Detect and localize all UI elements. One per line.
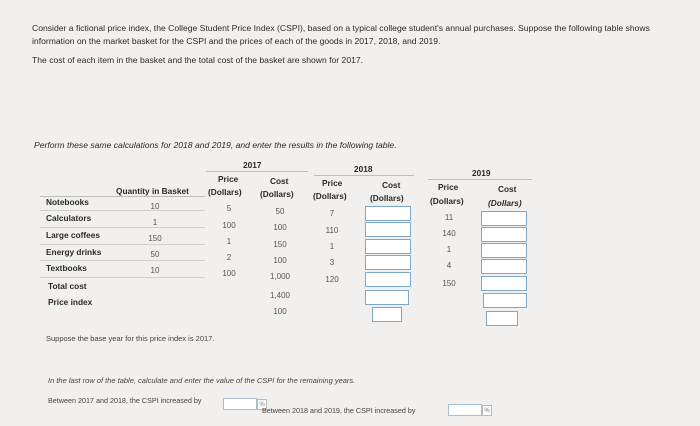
price-2018-header: Price	[322, 178, 343, 188]
cost-2019-calculators-input[interactable]	[481, 227, 527, 242]
price-index-2017: 100	[273, 307, 287, 316]
cost-2018-textbooks-input[interactable]	[365, 272, 411, 287]
qty-energy-drinks: 50	[150, 250, 160, 259]
cost-2017-notebooks: 50	[275, 207, 285, 216]
increase-2017-2018-input[interactable]	[223, 398, 257, 410]
cost-2019-total-input[interactable]	[483, 293, 527, 308]
cost-2018-notebooks-input[interactable]	[365, 206, 411, 221]
price-2019-calculators: 140	[442, 229, 456, 238]
row-label-notebooks: Notebooks	[46, 197, 89, 207]
row-label-price-index: Price index	[48, 297, 93, 307]
row-label-large-coffees: Large coffees	[46, 230, 100, 240]
row-label-energy-drinks: Energy drinks	[46, 247, 102, 257]
row-rule	[40, 277, 205, 278]
price-index-2018-input[interactable]	[372, 307, 402, 322]
year-2017-header: 2017	[243, 160, 262, 170]
price-2017-large-coffees: 1	[226, 237, 232, 246]
perform-instructions: Perform these same calculations for 2018 and 2019, and enter the results in the following table.	[34, 140, 397, 150]
price-2017-header: Price	[218, 174, 239, 184]
qty-calculators: 1	[152, 218, 158, 227]
base-year-note: Suppose the base year for this price index is 2017.	[46, 334, 215, 343]
year-2018-header: 2018	[354, 164, 373, 174]
row-rule	[40, 210, 205, 211]
between-2018-2019-label: Between 2018 and 2019, the CSPI increased by	[262, 406, 416, 415]
row-label-calculators: Calculators	[46, 213, 92, 223]
qty-textbooks: 10	[150, 266, 160, 275]
cost-2018-unit: (Dollars)	[370, 193, 404, 203]
cost-2017-total: 1,400	[269, 291, 291, 300]
cost-2017-large-coffees: 150	[273, 240, 287, 249]
row-label-total-cost: Total cost	[48, 281, 87, 291]
year-2019-rule	[428, 179, 532, 180]
price-2018-notebooks: 7	[329, 209, 335, 218]
row-rule	[40, 260, 205, 261]
price-2018-calculators: 110	[325, 226, 339, 235]
quantity-header: Quantity in Basket	[116, 186, 189, 196]
last-row-instructions: In the last row of the table, calculate and enter the value of the CSPI for the remaining years.	[48, 376, 356, 385]
qty-large-coffees: 150	[148, 234, 162, 243]
cost-2018-calculators-input[interactable]	[365, 222, 411, 237]
cost-2017-textbooks: 1,000	[269, 272, 291, 281]
percent-unit-2017-2018: %	[257, 399, 267, 410]
price-index-2019-input[interactable]	[486, 311, 518, 326]
price-2019-header: Price	[438, 182, 459, 192]
cost-2019-textbooks-input[interactable]	[481, 276, 527, 291]
cost-2019-unit: (Dollars)	[488, 198, 522, 208]
increase-2018-2019-input[interactable]	[448, 404, 482, 416]
price-2017-calculators: 100	[222, 221, 236, 230]
row-rule	[40, 244, 205, 245]
price-2019-energy-drinks: 4	[446, 261, 452, 270]
row-rule	[40, 227, 205, 228]
cost-2019-notebooks-input[interactable]	[481, 211, 527, 226]
price-2018-unit: (Dollars)	[313, 191, 347, 201]
price-2019-textbooks: 150	[442, 279, 456, 288]
cost-2017-calculators: 100	[273, 223, 287, 232]
price-2019-notebooks: 11	[444, 213, 454, 222]
intro-text: Consider a fictional price index, the College Student Price Index (CSPI), based on a typical college student's annual purchases. Suppose the following table shows information on the market basket for the CSPI and the prices of each of the goods in 2017, 2018, and 2019.	[32, 23, 650, 46]
price-2019-large-coffees: 1	[446, 245, 452, 254]
row-label-textbooks: Textbooks	[46, 263, 87, 273]
cost-2019-energy-drinks-input[interactable]	[481, 259, 527, 274]
price-2017-notebooks: 5	[226, 204, 232, 213]
qty-notebooks: 10	[150, 202, 160, 211]
cost-2017-unit: (Dollars)	[260, 189, 294, 199]
cost-2019-large-coffees-input[interactable]	[481, 243, 527, 258]
price-2018-energy-drinks: 3	[329, 258, 335, 267]
cost-2017-header: Cost	[270, 176, 289, 186]
cost-note-text: The cost of each item in the basket and the total cost of the basket are shown for 2017.	[32, 55, 364, 65]
price-2018-textbooks: 120	[325, 275, 339, 284]
price-2017-energy-drinks: 2	[226, 253, 232, 262]
price-2017-unit: (Dollars)	[208, 187, 242, 197]
cost-2018-energy-drinks-input[interactable]	[365, 255, 411, 270]
between-2017-2018-label: Between 2017 and 2018, the CSPI increased by	[48, 396, 202, 405]
percent-unit-2018-2019: %	[482, 405, 492, 416]
year-2019-header: 2019	[472, 168, 491, 178]
cost-2017-energy-drinks: 100	[273, 256, 287, 265]
cost-2018-total-input[interactable]	[365, 290, 409, 305]
cost-2019-header: Cost	[498, 184, 517, 194]
price-2017-textbooks: 100	[222, 269, 236, 278]
price-2019-unit: (Dollars)	[430, 196, 464, 206]
price-2018-large-coffees: 1	[329, 242, 335, 251]
year-2018-rule	[314, 175, 414, 176]
year-2017-rule	[206, 171, 308, 172]
cost-2018-large-coffees-input[interactable]	[365, 239, 411, 254]
cost-2018-header: Cost	[382, 180, 401, 190]
